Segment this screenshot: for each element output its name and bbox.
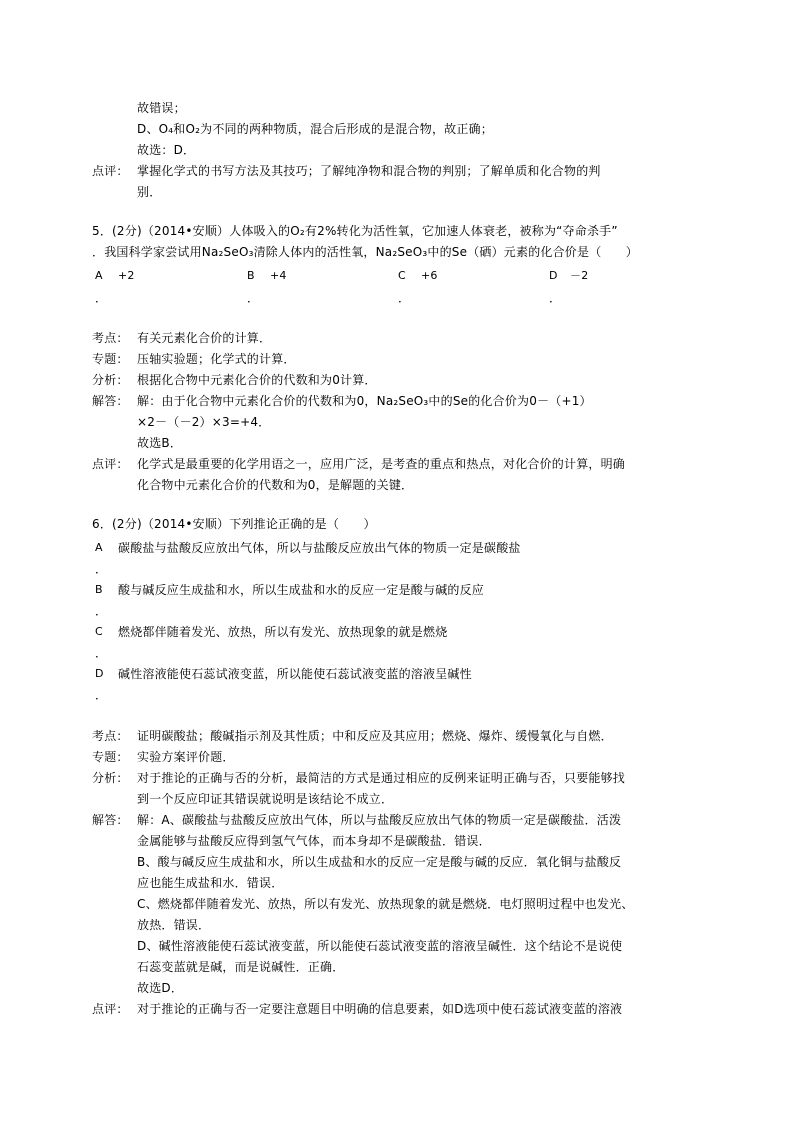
q5-option-letter: B bbox=[247, 269, 255, 282]
q5-fenxi: 根据化合物中元素化合价的代数和为0计算． bbox=[137, 373, 377, 387]
q5-jieda: 故选B． bbox=[137, 436, 183, 450]
q6-jieda: 金属能够与盐酸反应得到氢气气体，而本身却不是碳酸盐．错误． bbox=[137, 834, 491, 848]
q5-option-dot: ． bbox=[95, 291, 108, 305]
q5-review-label: 点评： bbox=[92, 457, 129, 471]
q6-review-label: 点评： bbox=[92, 1002, 129, 1016]
q6-option-text: 碳酸盐与盐酸反应放出气体，所以与盐酸反应放出气体的物质一定是碳酸盐 bbox=[118, 541, 521, 555]
q5-kaodian-label: 考点： bbox=[92, 331, 129, 345]
q4-review-text: 别． bbox=[137, 185, 162, 199]
q5-kaodian: 有关元素化合价的计算． bbox=[137, 331, 272, 345]
q4-review-label: 点评： bbox=[92, 164, 129, 178]
q6-option-text: 酸与碱反应生成盐和水，所以生成盐和水的反应一定是酸与碱的反应 bbox=[118, 583, 485, 597]
q6-fenxi-label: 分析： bbox=[92, 771, 129, 785]
q6-jieda: C、燃烧都伴随着发光、放热，所以有发光、放热现象的就是燃烧．电灯照明过程中也发光、 bbox=[137, 897, 634, 911]
q5-option-letter: C bbox=[398, 269, 406, 282]
q5-fenxi-label: 分析： bbox=[92, 373, 129, 387]
q5-zhuanti: 压轴实验题；化学式的计算． bbox=[137, 352, 296, 366]
q6-option-dot: ． bbox=[95, 604, 108, 618]
q6-option-text: 燃烧都伴随着发光、放热，所以有发光、放热现象的就是燃烧 bbox=[118, 625, 448, 639]
q6-zhuanti: 实验方案评价题． bbox=[137, 750, 235, 764]
q6-jieda: 放热．错误． bbox=[137, 918, 211, 932]
q5-jieda-label: 解答： bbox=[92, 394, 129, 408]
q5-option-dot: ． bbox=[549, 291, 562, 305]
q5-review: 化学式是最重要的化学用语之一，应用广泛，是考查的重点和热点，对化合价的计算，明确 bbox=[137, 457, 626, 471]
q6-jieda: 故选D． bbox=[137, 981, 184, 995]
q4-answer-line: 故错误； bbox=[137, 101, 186, 115]
q5-review: 化合物中元素化合价的代数和为0，是解题的关键． bbox=[137, 478, 414, 492]
q6-option-letter: C bbox=[95, 625, 103, 638]
q5-zhuanti-label: 专题： bbox=[92, 352, 129, 366]
q6-jieda: D、碱性溶液能使石蕊试液变蓝，所以能使石蕊试液变蓝的溶液呈碱性．这个结论不是说使 bbox=[137, 939, 623, 953]
q6-fenxi: 到一个反应印证其错误就说明是该结论不成立． bbox=[137, 792, 394, 806]
q6-zhuanti-label: 专题： bbox=[92, 750, 129, 764]
q6-jieda: 石蕊变蓝就是碱，而是说碱性．正确． bbox=[137, 960, 345, 974]
q6-option-letter: B bbox=[95, 583, 103, 596]
q6-review: 对于推论的正确与否一定要注意题目中明确的信息要素，如D选项中使石蕊试液变蓝的溶液 bbox=[137, 1002, 623, 1016]
q6-kaodian-label: 考点： bbox=[92, 729, 129, 743]
q6-option-text: 碱性溶液能使石蕊试液变蓝，所以能使石蕊试液变蓝的溶液呈碱性 bbox=[118, 667, 472, 681]
q5-option-letter: D bbox=[549, 269, 558, 282]
q6-option-dot: ． bbox=[95, 646, 108, 660]
q6-option-dot: ． bbox=[95, 562, 108, 576]
q5-stem: ．我国科学家尝试用Na₂SeO₃清除人体内的活性氧，Na₂SeO₃中的Se（硒）元素的化合价是（ ） bbox=[92, 245, 638, 259]
q6-stem: 6．(2分)（2014•安顺）下列推论正确的是（ ） bbox=[92, 517, 376, 531]
q4-answer-line: D、O₄和O₂为不同的两种物质，混合后形成的是混合物，故正确； bbox=[137, 122, 493, 136]
q6-jieda: 应也能生成盐和水．错误． bbox=[137, 876, 284, 890]
q6-fenxi: 对于推论的正确与否的分析，最简洁的方式是通过相应的反例来证明正确与否，只要能够找 bbox=[137, 771, 626, 785]
q6-jieda: 解：A、碳酸盐与盐酸反应放出气体，所以与盐酸反应放出气体的物质一定是碳酸盐．活泼 bbox=[137, 813, 622, 827]
q5-option-value: +2 bbox=[118, 269, 135, 282]
q5-option-value: －2 bbox=[570, 269, 589, 282]
q5-option-value: +6 bbox=[421, 269, 438, 282]
q6-jieda-label: 解答： bbox=[92, 813, 129, 827]
q5-option-dot: ． bbox=[398, 291, 411, 305]
q6-jieda: B、酸与碱反应生成盐和水，所以生成盐和水的反应一定是酸与碱的反应．氧化铜与盐酸反 bbox=[137, 855, 622, 869]
q4-answer-line: 故选：D． bbox=[137, 143, 196, 157]
q6-option-letter: A bbox=[95, 541, 103, 554]
q5-stem: 5．(2分)（2014•安顺）人体吸入的O₂有2%转化为活性氧，它加速人体衰老，被称为“夺命杀手” bbox=[92, 224, 618, 238]
q5-option-value: +4 bbox=[270, 269, 287, 282]
q6-option-dot: ． bbox=[95, 688, 108, 702]
q5-jieda: 解：由于化合物中元素化合价的代数和为0，Na₂SeO₃中的Se的化合价为0－（+1） bbox=[137, 394, 592, 408]
q5-jieda: ×2－（－2）×3=+4． bbox=[137, 415, 271, 429]
q6-option-letter: D bbox=[95, 667, 104, 680]
q5-option-letter: A bbox=[95, 269, 103, 282]
q5-option-dot: ． bbox=[247, 291, 260, 305]
q4-review-text: 掌握化学式的书写方法及其技巧；了解纯净物和混合物的判别；了解单质和化合物的判 bbox=[137, 164, 601, 178]
q6-kaodian: 证明碳酸盐；酸碱指示剂及其性质；中和反应及其应用；燃烧、爆炸、缓慢氧化与自燃． bbox=[137, 729, 613, 743]
